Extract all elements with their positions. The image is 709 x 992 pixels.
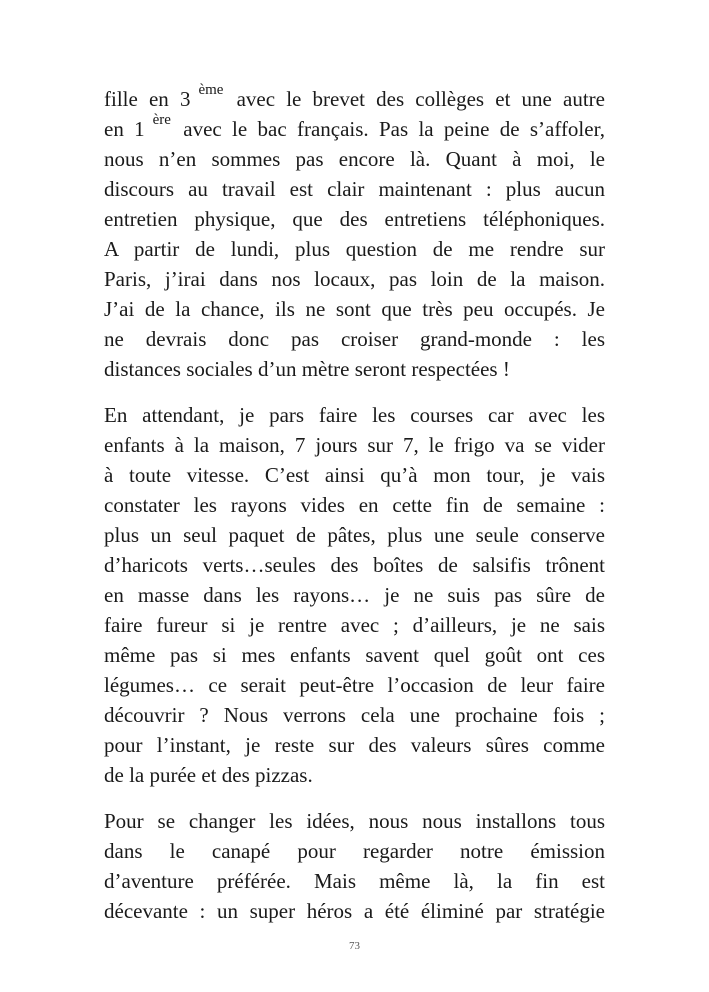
page-number: 73	[349, 940, 360, 952]
line-text: avec le brevet des collèges et une autre	[236, 87, 605, 111]
paragraph-1-line-10: distances sociales d’un mètre seront respectées !	[104, 357, 510, 381]
line-text: en 1	[104, 117, 145, 141]
line-text: avec le bac français. Pas la peine de s’affoler,	[183, 117, 605, 141]
paragraph-2-line-11: découvrir ? Nous verrons cela une prochaine fois ;	[104, 703, 605, 727]
paragraph-2-line-9: même pas si mes enfants savent quel goût ont ces	[104, 643, 605, 667]
paragraph-1-line-1	[104, 84, 605, 114]
paragraph-3-line-1: Pour se changer les idées, nous nous installons tous	[104, 809, 605, 833]
paragraph-2-line-1: En attendant, je pars faire les courses car avec les	[104, 403, 605, 427]
paragraph-1-line-3: nous n’en sommes pas encore là. Quant à moi, le	[104, 147, 605, 171]
paragraph-1-line-6: A partir de lundi, plus question de me rendre sur	[104, 237, 605, 261]
paragraph-2-line-12: pour l’instant, je reste sur des valeurs sûres comme	[104, 733, 605, 757]
superscript: ère	[152, 112, 171, 128]
paragraph-2-line-13: de la purée et des pizzas.	[104, 763, 313, 787]
paragraph-2-line-8: faire fureur si je rentre avec ; d’ailleurs, je ne sais	[104, 613, 605, 637]
paragraph-2-line-5: plus un seul paquet de pâtes, plus une seule conserve	[104, 523, 605, 547]
paragraph-2-line-3: à toute vitesse. C’est ainsi qu’à mon tour, je vais	[104, 463, 605, 487]
paragraph-1-line-9: ne devrais donc pas croiser grand-monde : les	[104, 327, 605, 351]
paragraph-2-line-4: constater les rayons vides en cette fin de semaine :	[104, 493, 605, 517]
paragraph-2-line-10: légumes… ce serait peut-être l’occasion de leur faire	[104, 673, 605, 697]
paragraph-2-line-6: d’haricots verts…seules des boîtes de salsifis trônent	[104, 553, 605, 577]
paragraph-3-line-2: dans le canapé pour regarder notre émission	[104, 839, 605, 863]
paragraph-2-line-2: enfants à la maison, 7 jours sur 7, le frigo va se vider	[104, 433, 605, 457]
paragraph-1-line-8: J’ai de la chance, ils ne sont que très peu occupés. Je	[104, 297, 605, 321]
line-text: fille en 3	[104, 87, 191, 111]
paragraph-1-line-2	[104, 114, 605, 144]
paragraph-3-line-4: décevante : un super héros a été éliminé par stratégie	[104, 899, 605, 923]
paragraph-1-line-4: discours au travail est clair maintenant : plus aucun	[104, 177, 605, 201]
superscript: ème	[198, 82, 224, 98]
paragraph-1-line-7: Paris, j’irai dans nos locaux, pas loin de la maison.	[104, 267, 605, 291]
paragraph-3-line-3: d’aventure préférée. Mais même là, la fin est	[104, 869, 605, 893]
paragraph-2-line-7: en masse dans les rayons… je ne suis pas sûre de	[104, 583, 605, 607]
paragraph-1-line-5: entretien physique, que des entretiens téléphoniques.	[104, 207, 605, 231]
